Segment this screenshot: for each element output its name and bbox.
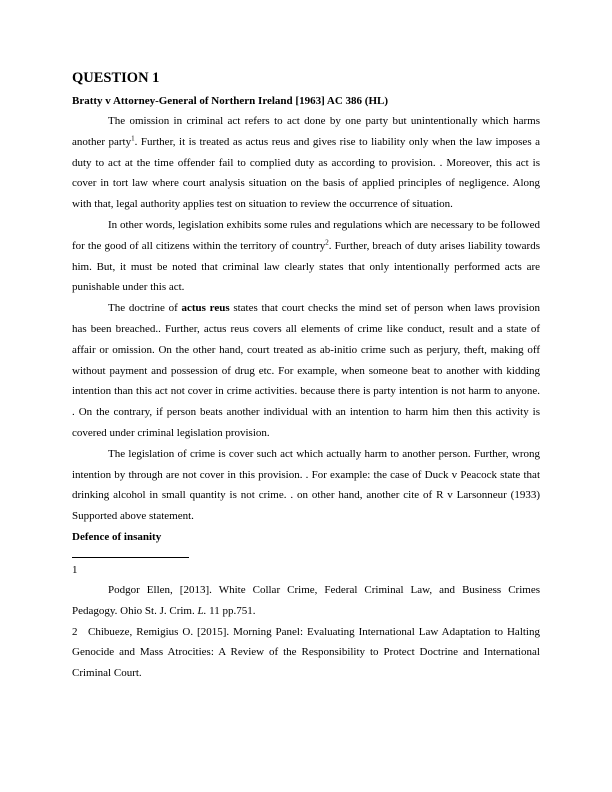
paragraph-2-text-b: . Further, breach of duty arises liability towards him. But, it must be noted that criminal law clearly states that only intentionally performed acts are punishable under this act. — [72, 239, 541, 294]
footnote-2-text: Chibueze, Remigius O. [2015]. Morning Panel: Evaluating International Law Adaptation to Halting Genocide and Mass Atrocities: A Review of the Responsibility to Protect Doctrine and International Criminal Court. — [72, 625, 540, 680]
actus-reus-term: actus reus — [181, 302, 230, 315]
paragraph-1-text-a: The omission in criminal act refers to act done by one party but unintentionally which harms another party — [72, 115, 540, 148]
paragraph-4: The legislation of crime is cover such act which actually harm to another person. Further, wrong intention by through are not cover in this provision. . For example: the case of Duck v Peacock state that drinking alcohol in small quantity is not crime. . on other hand, another cite of R v Larsonneur (1933) Supported above statement. — [72, 447, 540, 523]
footnote-2-number: 2 — [72, 625, 78, 638]
footnote-1-number: 1 — [72, 563, 78, 576]
footnote-2 — [72, 622, 540, 684]
footnote-ref-1[interactable]: 1 — [131, 134, 135, 143]
footnote-1-italic: L. — [197, 604, 207, 617]
paragraph-3 — [72, 298, 540, 444]
case-title: Bratty v Attorney-General of Northern Ireland [1963] AC 386 (HL) — [72, 95, 388, 107]
document-body — [72, 68, 540, 684]
footnote-separator — [72, 557, 189, 558]
paragraph-1 — [72, 111, 540, 215]
paragraph-2 — [72, 215, 540, 298]
footnote-1-text-b: 11 pp.751. — [206, 604, 256, 617]
section-subheading: Defence of insanity — [72, 530, 162, 543]
question-heading: QUESTION 1 — [72, 70, 160, 86]
paragraph-3-text-a: The doctrine of — [108, 302, 182, 315]
footnote-1 — [72, 580, 540, 622]
paragraph-2-text-a: In other words, legislation exhibits some rules and regulations which are necessary to be followed for the good of all citizens within the territory of country — [72, 218, 540, 252]
paragraph-1-text-b: . Further, it is treated as actus reus and gives rise to liability only when the law imposes a duty to act at the time offender fail to complied duty as according to provision. . Moreover, this act is cover in tort law where court analysis situation on the basis of applied principles of negligence. Along with that, legal authority applies test on situation to review the occurrence of situation. — [72, 135, 540, 211]
footnote-ref-2[interactable]: 2 — [325, 238, 329, 247]
footnote-1-text-a: Podgor Ellen, [2013]. White Collar Crime, Federal Criminal Law, and Business Crimes Pedagogy. Ohio St. J. Crim. — [72, 583, 540, 617]
paragraph-3-text-b: states that court checks the mind set of person when laws provision has been breached.. Further, actus reus covers all elements of crime like conduct, result and a state of affair or omission. On the other hand, court treated as ab-initio crime such as perjury, theft, making off without payment and possession of drug etc. For example, when someone beat to another with kidding intention than this act not cover in crime activities. because there is party intention is not harm to anyone. . On the contrary, if person beats another individual with an intention to harm him then this activity is covered under criminal legislation provision. — [72, 302, 540, 439]
